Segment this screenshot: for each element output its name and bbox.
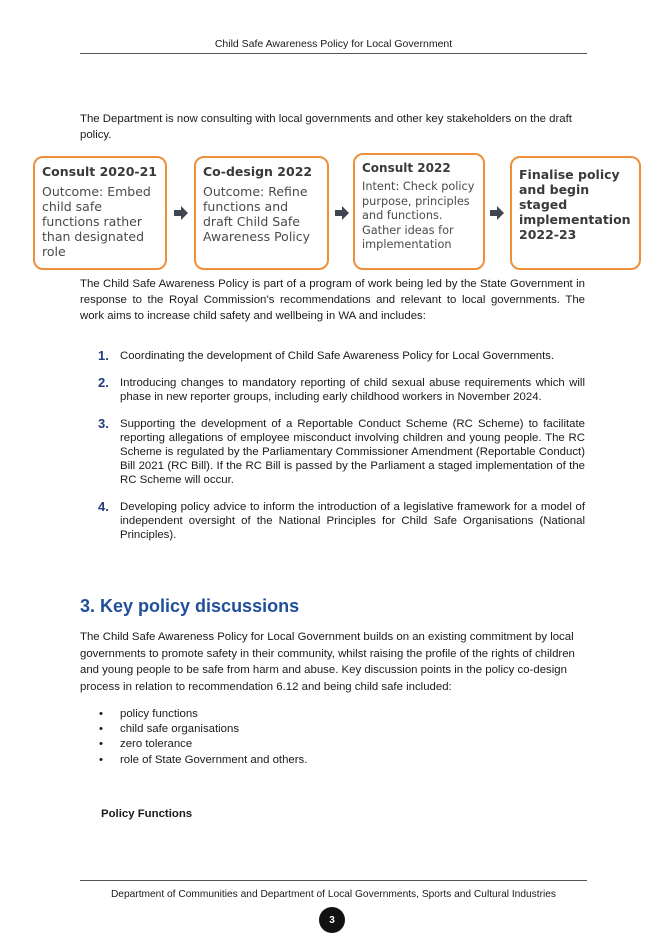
page-footer: Department of Communities and Department of Local Governments, Sports and Cultural Industries	[110, 889, 557, 900]
stage-consult-2022	[353, 153, 485, 270]
header-divider	[80, 53, 587, 54]
right-arrow-icon	[334, 205, 350, 221]
bullet-icon: •	[99, 738, 103, 751]
list-item	[80, 722, 307, 737]
intro-paragraph: The Department is now consulting with local governments and other key stakeholders on the draft policy.	[80, 113, 572, 141]
stage-consult-2020-21	[33, 156, 167, 270]
stage-body: Outcome: Embed child safe functions rather than designated role	[42, 184, 151, 259]
stage-finalise-policy	[510, 156, 641, 270]
stage-co-design-2022	[194, 156, 329, 270]
list-number: 1.	[98, 348, 109, 363]
list-item-text: role of State Government and others.	[120, 753, 308, 766]
list-item-text: Coordinating the development of Child Safe Awareness Policy for Local Governments.	[120, 350, 555, 362]
list-number: 3.	[98, 416, 109, 431]
list-item-text: policy functions	[120, 708, 198, 720]
section-heading: 3. Key policy discussions	[80, 596, 300, 616]
right-arrow-icon	[489, 205, 505, 221]
list-item	[80, 707, 307, 722]
bullet-icon: •	[99, 753, 103, 766]
list-item	[80, 753, 307, 768]
list-item-text: child safe organisations	[120, 723, 240, 736]
discussion-points-list	[80, 707, 307, 768]
list-item	[80, 500, 585, 542]
right-arrow-icon	[173, 205, 189, 221]
list-item	[80, 349, 585, 363]
list-number: 4.	[98, 499, 109, 514]
list-number: 2.	[98, 375, 109, 390]
page-number: 3	[319, 907, 345, 933]
stage-title: Co-design 2022	[203, 164, 313, 179]
program-paragraph: The Child Safe Awareness Policy is part of a program of work being led by the State Government in response to the Royal Commission’s recommendations and relevant to local governments. The work aims to increase child safety and wellbeing in WA and includes:	[80, 278, 585, 322]
subheading-policy-functions: Policy Functions	[101, 808, 193, 820]
list-item	[80, 417, 585, 487]
stage-body: Intent: Check policy purpose, principles and functions. Gather ideas for implementation	[362, 180, 475, 252]
list-item	[80, 376, 585, 404]
bullet-icon: •	[99, 708, 103, 720]
work-program-list	[80, 349, 585, 555]
list-item-text: Supporting the development of a Reportable Conduct Scheme (RC Scheme) to facilitate reporting allegations of employee misconduct involving children and young people. The RC Scheme is regulated by the Parliamentary Commissioner Amendment (Reportable Conduct) Bill 2021 (RC Bill). If the RC Bill is passed by the Parliament a staged implementation of the RC Scheme will occur.	[120, 418, 585, 486]
list-item-text: Developing policy advice to inform the introduction of a legislative framework for a model of independent oversight of the National Principles for Child Safe Organisations (National Principles).	[120, 501, 585, 541]
list-item-text: Introducing changes to mandatory reporting of child sexual abuse requirements which will phase in new reporter groups, including early childhood workers in November 2024.	[120, 377, 585, 403]
stage-body: Outcome: Refine functions and draft Child Safe Awareness Policy	[203, 184, 311, 244]
stage-title: Finalise policy and begin staged implementation 2022-23	[519, 167, 631, 242]
bullet-icon: •	[99, 723, 103, 736]
process-diagram	[33, 153, 643, 273]
page-header: Child Safe Awareness Policy for Local Government	[214, 38, 453, 50]
stage-title: Consult 2022	[362, 161, 451, 175]
discussion-paragraph: The Child Safe Awareness Policy for Local Government builds on an existing commitment by local governments to promote safety in their community, whilst raising the profile of the rights of children and young people to be safe from harm and abuse. Key discussion points in the policy co-design process in relation to recommendation 6.12 and being child safe included:	[80, 631, 575, 693]
list-item-text: zero tolerance	[120, 738, 193, 751]
list-item	[80, 737, 307, 752]
footer-divider	[80, 880, 587, 881]
stage-title: Consult 2020-21	[42, 164, 157, 179]
